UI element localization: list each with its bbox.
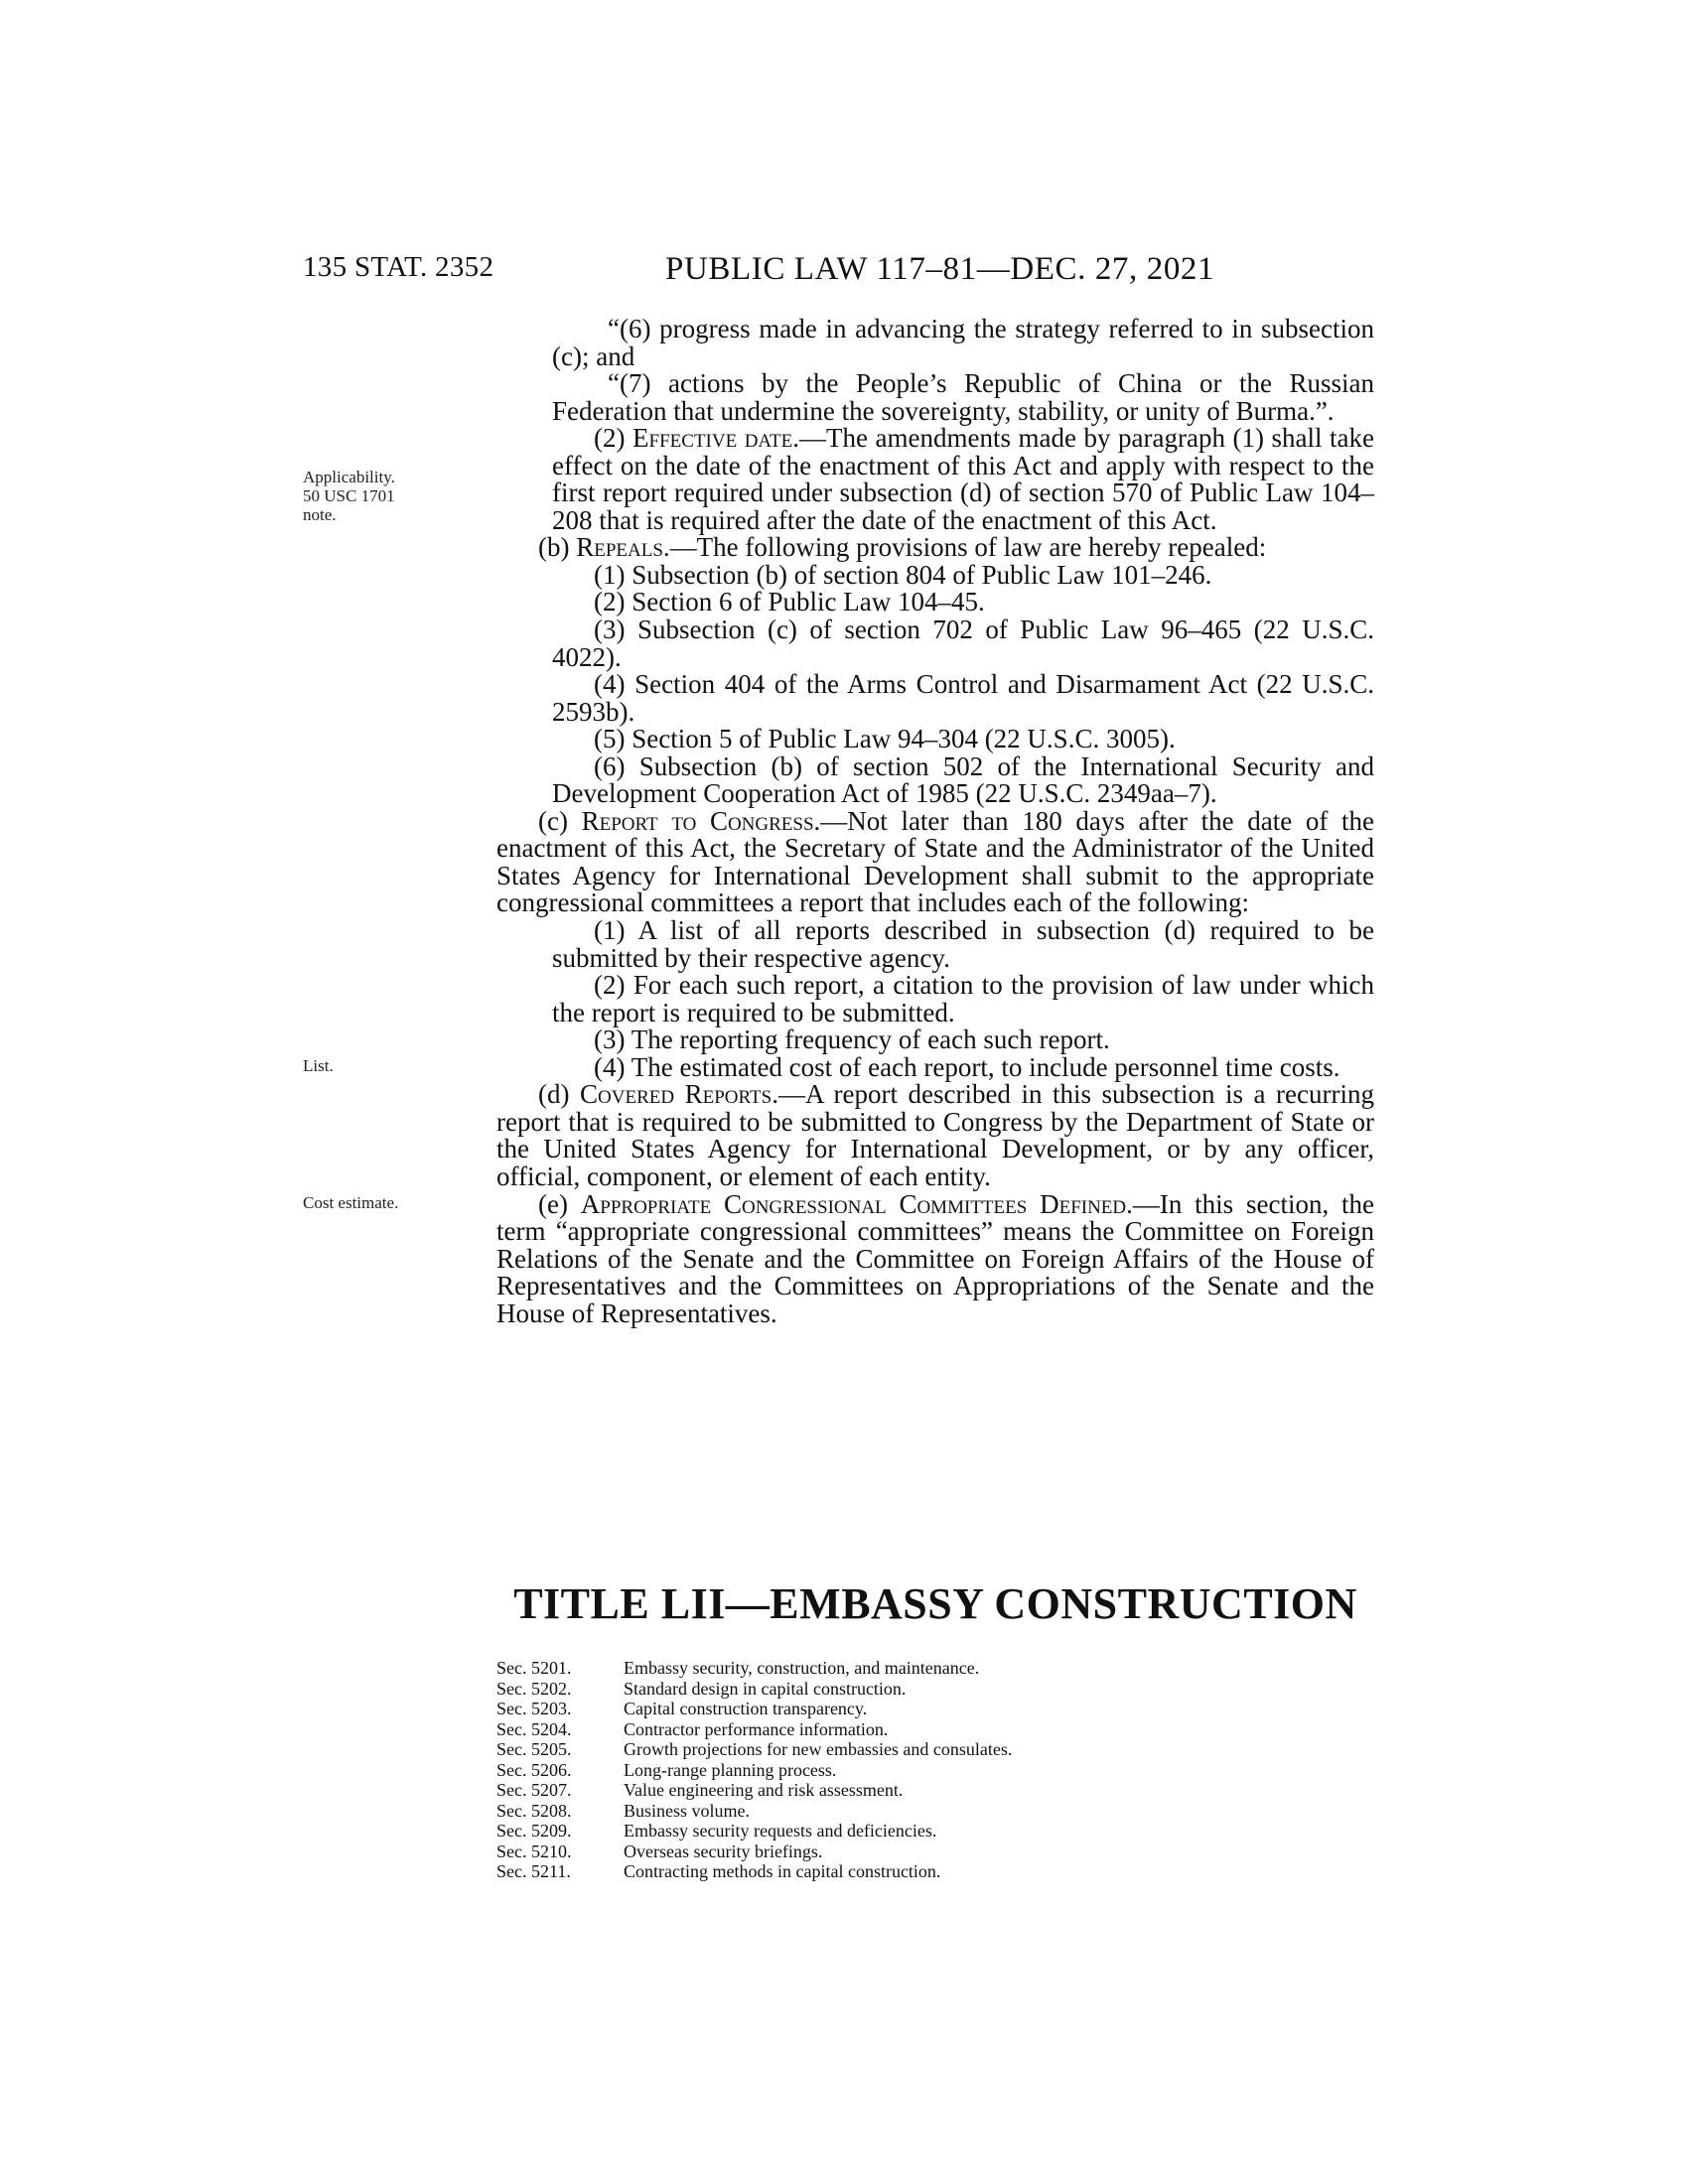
toc-entry <box>496 1679 1012 1700</box>
report-item: (2) For each such report, a citation to the provision of law under which the report is required to be submitted. <box>552 970 1374 1027</box>
effective-date-text: The amendments made by paragraph (1) shall take effect on the date of the enactment of this Act and apply with respect to the first report required under subsection (d) of section 570 of Public Law 104–208 that is required after the date of the enactment of this Act. <box>552 423 1374 535</box>
repeals-text: The following provisions of law are hereby repealed: <box>696 532 1267 563</box>
toc-entry <box>496 1801 1012 1822</box>
covered-reports-heading: Covered Reports <box>580 1079 773 1110</box>
toc-entry <box>496 1760 1012 1781</box>
toc-section-title: Value engineering and risk assessment. <box>624 1780 904 1800</box>
repeal-item: (3) Subsection (c) of section 702 of Public Law 96–465 (22 U.S.C. 4022). <box>552 614 1374 672</box>
margin-note-list: List. <box>303 1056 334 1075</box>
effective-date-heading: Effective date <box>633 423 793 454</box>
toc-section-title: Standard design in capital construction. <box>624 1678 907 1699</box>
margin-note-line: Applicability. <box>303 468 395 486</box>
statute-body <box>496 316 1374 1327</box>
toc-section-number: Sec. 5211. <box>496 1861 571 1881</box>
toc-section-number: Sec. 5205. <box>496 1739 572 1759</box>
margin-note-applicability <box>303 468 395 524</box>
toc-section-number: Sec. 5208. <box>496 1800 572 1821</box>
definitions-heading: Appropriate Congressional Committees Defined <box>580 1188 1127 1219</box>
repeal-item: (5) Section 5 of Public Law 94–304 (22 U.S.C. 3005). <box>594 724 1176 754</box>
repeal-item: (4) Section 404 of the Arms Control and Disarmament Act (22 U.S.C. 2593b). <box>552 669 1374 727</box>
report-item: (1) A list of all reports described in subsection (d) required to be submitted by their respective agency. <box>552 915 1374 973</box>
toc-section-number: Sec. 5207. <box>496 1780 572 1800</box>
toc-entry <box>496 1658 1012 1679</box>
report-subsection: (c) Report to Congress.—Not later than 180 days after the date of the enactment of this Act, the Secretary of State and the Administrator of the United States Agency for International Development shall submit to the appropriate congressional committees a report that includes each of the following: <box>496 805 1375 918</box>
margin-note-line: note. <box>303 505 337 524</box>
toc-section-number: Sec. 5204. <box>496 1718 572 1739</box>
report-item: (3) The reporting frequency of each such report. <box>594 1024 1110 1055</box>
toc-section-title: Capital construction transparency. <box>624 1699 868 1718</box>
definitions-subsection: (e) Appropriate Congressional Committees Defined.—In this section, the term “appropriate congressional committees” means the Committee on Foreign Relations of the Senate and the Committee on Foreign Affairs of the House of Representatives and the Committees on Appropriations of the Senate and the House of Representatives. <box>496 1188 1374 1328</box>
covered-reports-text: A report described in this subsection is a recurring report that is required to be submitted to Congress by the Department of State or the United States Agency for International Development, or by any officer, official, component, or element of each entity. <box>496 1079 1374 1191</box>
quoted-paragraph-6: “(6) progress made in advancing the strategy referred to in subsection (c); and <box>552 314 1374 371</box>
toc-section-title: Contracting methods in capital construction. <box>624 1861 941 1881</box>
statute-page-number: 135 STAT. 2352 <box>303 251 494 283</box>
effective-date-paragraph: (2) Effective date.—The amendments made by paragraph (1) shall take effect on the date of the enactment of this Act and apply with respect to the first report required under subsection (d) of section 570 of Public Law 104–208 that is required after the date of the enactment of this Act. <box>552 423 1374 535</box>
margin-note-cost-estimate: Cost estimate. <box>303 1193 399 1212</box>
repeal-item: (6) Subsection (b) of section 502 of the International Security and Development Cooperation Act of 1985 (22 U.S.C. 2349aa–7). <box>552 751 1374 809</box>
toc-entry <box>496 1821 1012 1842</box>
repeals-heading: Repeals <box>576 532 663 563</box>
toc-entry <box>496 1699 1012 1719</box>
definitions-text: In this section, the term “appropriate congressional committees” means the Committee on Foreign Relations of the Senate and the Committee on Foreign Affairs of the House of Representatives and the Committees on Appropriations of the Senate and the House of Representatives. <box>496 1188 1374 1328</box>
toc-entry <box>496 1861 1012 1882</box>
toc-section-title: Contractor performance information. <box>624 1718 889 1739</box>
report-item: (4) The estimated cost of each report, to include personnel time costs. <box>594 1051 1340 1082</box>
toc-section-title: Embassy security, construction, and maintenance. <box>624 1658 980 1678</box>
public-law-heading: PUBLIC LAW 117–81—DEC. 27, 2021 <box>665 251 1215 287</box>
toc-section-number: Sec. 5201. <box>496 1658 572 1678</box>
toc-entry <box>496 1842 1012 1862</box>
covered-reports-subsection: (d) Covered Reports.—A report described in this subsection is a recurring report that is required to be submitted to Congress by the Department of State or the United States Agency for International Development, or by any officer, official, component, or element of each entity. <box>496 1079 1374 1191</box>
quoted-paragraph-7: “(7) actions by the People’s Republic of China or the Russian Federation that undermine the sovereignty, stability, or unity of Burma.”. <box>552 368 1374 426</box>
toc-section-number: Sec. 5210. <box>496 1841 572 1861</box>
report-heading: Report to Congress <box>581 805 814 836</box>
repeal-item: (2) Section 6 of Public Law 104–45. <box>594 587 985 617</box>
toc-entry <box>496 1780 1012 1801</box>
toc-section-title: Growth projections for new embassies and consulates. <box>624 1739 1013 1759</box>
report-text: Not later than 180 days after the date of the enactment of this Act, the Secretary of State and the Administrator of the United States Agency for International Development shall submit to the appropriate congressional committees a report that includes each of the following: <box>496 805 1375 918</box>
toc-section-number: Sec. 5202. <box>496 1678 572 1699</box>
page-header <box>0 251 1688 291</box>
repeal-item: (1) Subsection (b) of section 804 of Public Law 101–246. <box>594 559 1212 590</box>
margin-note-line: 50 USC 1701 <box>303 486 395 505</box>
toc-section-title: Overseas security briefings. <box>624 1841 823 1861</box>
table-of-contents <box>496 1658 1012 1882</box>
title-heading: TITLE LII—EMBASSY CONSTRUCTION <box>513 1579 1357 1628</box>
toc-section-number: Sec. 5203. <box>496 1699 572 1718</box>
toc-section-title: Embassy security requests and deficiencies. <box>624 1821 937 1841</box>
toc-section-title: Business volume. <box>624 1800 751 1821</box>
toc-section-number: Sec. 5206. <box>496 1759 572 1780</box>
toc-section-number: Sec. 5209. <box>496 1821 572 1841</box>
toc-entry <box>496 1739 1012 1760</box>
repeals-subsection: (b) Repeals.—The following provisions of law are hereby repealed: <box>538 532 1267 563</box>
toc-entry <box>496 1719 1012 1740</box>
toc-section-title: Long-range planning process. <box>624 1759 837 1780</box>
